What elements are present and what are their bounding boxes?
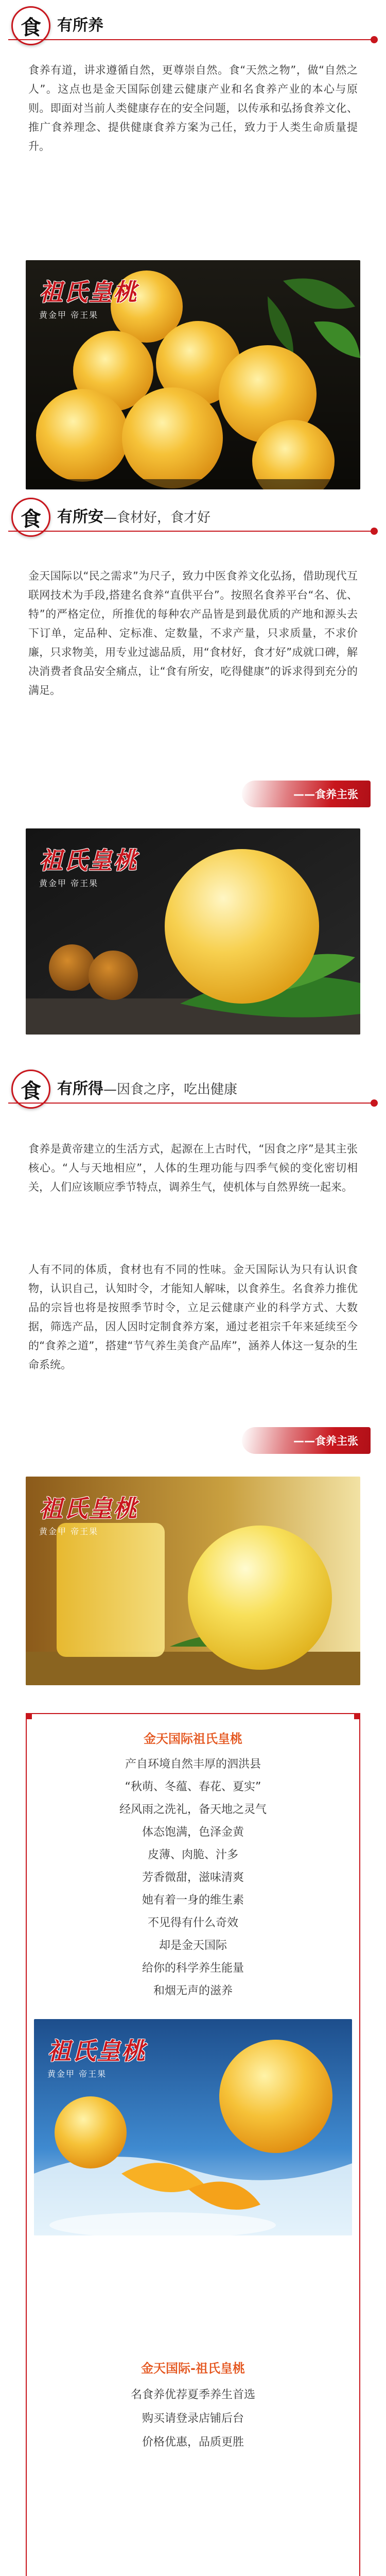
poem-line: 却是金天国际: [159, 1939, 227, 1952]
section-paragraph: 人有不同的体质，食材也有不同的性味。金天国际认为只有认识食物，认识自己，认知时令，才能知人解味，以食养生。名食养力推优品的宗旨也将是按照季节时令，立足云健康产业的科学方式、大数据，筛选产品，因人因时定制食养方案，通过老祖宗千年来延续至今的“食养之道”，搭建“节气养生美食产品库”，涵养人体这一复杂的生命系统。: [28, 1263, 358, 1371]
promo-line: 购买请登录店铺后台: [142, 2412, 244, 2425]
section-header-1: [8, 3, 378, 55]
signature-tag: ——食养主张: [242, 781, 371, 807]
peach-photo-1: [26, 260, 360, 489]
section-paragraph: 食养是黄帝建立的生活方式，起源在上古时代，“因食之序”是其主张核心。“人与天地相应”，人体的生理功能与四季气候的变化密切相关，人们应该顺应季节特点，调养生气，使机体与自然界统一起来。: [28, 1143, 358, 1193]
section-header-3: [8, 1066, 378, 1118]
product-frame: [26, 1713, 360, 2576]
signature-tag: ——食养主张: [242, 1427, 371, 1454]
section-header-2: [8, 495, 378, 546]
poem-line: 体态饱满，色泽金黄: [142, 1826, 244, 1839]
brand-logo: 祖氏皇桃 黄金甲 帝王果: [39, 278, 138, 320]
section-paragraph: 食养有道，讲求遵循自然，更尊崇自然。食“天然之物”，做“自然之人”。这点也是金天国际创建云健康产业和名食养产业的本心与原则。即面对当前人类健康存在的安全问题，以传承和弘扬食养文化、推广食养理念、提供健康食养方案为己任，致力于人类生命质量提升。: [28, 64, 358, 152]
peach-photo-2: [26, 828, 360, 1035]
section-divider: [8, 1103, 378, 1104]
section-paragraph: 金天国际以“民之需求”为尺子，致力中医食养文化弘扬，借助现代互联网技术为手段,搭建名食养“直供平台”。按照名食养平台“名、优、特”的严格定位，所推优的每种农产品皆是到最优质的产地和源头去下订单，定品种、定标准、定数量，不求产量，只求质量，不求价廉，只求物美，用专业过滤品质，用“食材好，食才好”成就口碑，解决消费者食品安全痛点，让“食有所安，吃得健康”的诉求得到充分的满足。: [28, 570, 358, 697]
food-badge-icon: 食: [11, 498, 50, 537]
poem-line: “秋萌、冬蕴、春花、夏实”: [125, 1781, 261, 1793]
section-title: 有所安—食材好，食才好: [57, 508, 211, 526]
poem-line: 芳香微甜，滋味清爽: [142, 1871, 244, 1884]
brand-logo: 祖氏皇桃 黄金甲 帝王果: [39, 1495, 138, 1536]
promo-line: 价格优惠，品质更胜: [142, 2436, 244, 2449]
peach-photo-4: [34, 2019, 352, 2235]
divider-dot-icon: [371, 36, 378, 43]
section-divider: [8, 39, 378, 40]
poem-title: 金天国际祖氏皇桃: [144, 1732, 242, 1746]
poem-line: 皮薄、肉脆、汁多: [147, 1849, 238, 1861]
brand-logo: 祖氏皇桃 黄金甲 帝王果: [47, 2037, 146, 2079]
poem-line: 不见得有什么奇效: [147, 1917, 238, 1929]
divider-dot-icon: [371, 528, 378, 535]
section-divider: [8, 531, 378, 532]
poem-line: 经风雨之洗礼，备天地之灵气: [119, 1803, 267, 1816]
frame-corner-icon: [26, 1713, 32, 1719]
peach-photo-3: [26, 1477, 360, 1685]
frame-corner-icon: [354, 1713, 360, 1719]
poem-line: 产自环境自然丰厚的泗洪县: [125, 1758, 261, 1771]
section-title: 有所得—因食之序，吃出健康: [57, 1080, 238, 1098]
promo-title: 金天国际-祖氏皇桃: [141, 2361, 245, 2376]
promo-line: 名食养优荐夏季养生首选: [130, 2388, 255, 2401]
poem-line: 她有着一身的维生素: [142, 1894, 244, 1907]
poem-line: 给你的科学养生能量: [142, 1962, 244, 1975]
food-badge-icon: 食: [11, 6, 50, 45]
divider-dot-icon: [371, 1099, 378, 1107]
food-badge-icon: 食: [11, 1070, 50, 1109]
brand-logo: 祖氏皇桃 黄金甲 帝王果: [39, 846, 138, 888]
poem-line: 和烟无声的滋养: [153, 1985, 233, 1997]
section-title: 有所养: [57, 16, 103, 35]
